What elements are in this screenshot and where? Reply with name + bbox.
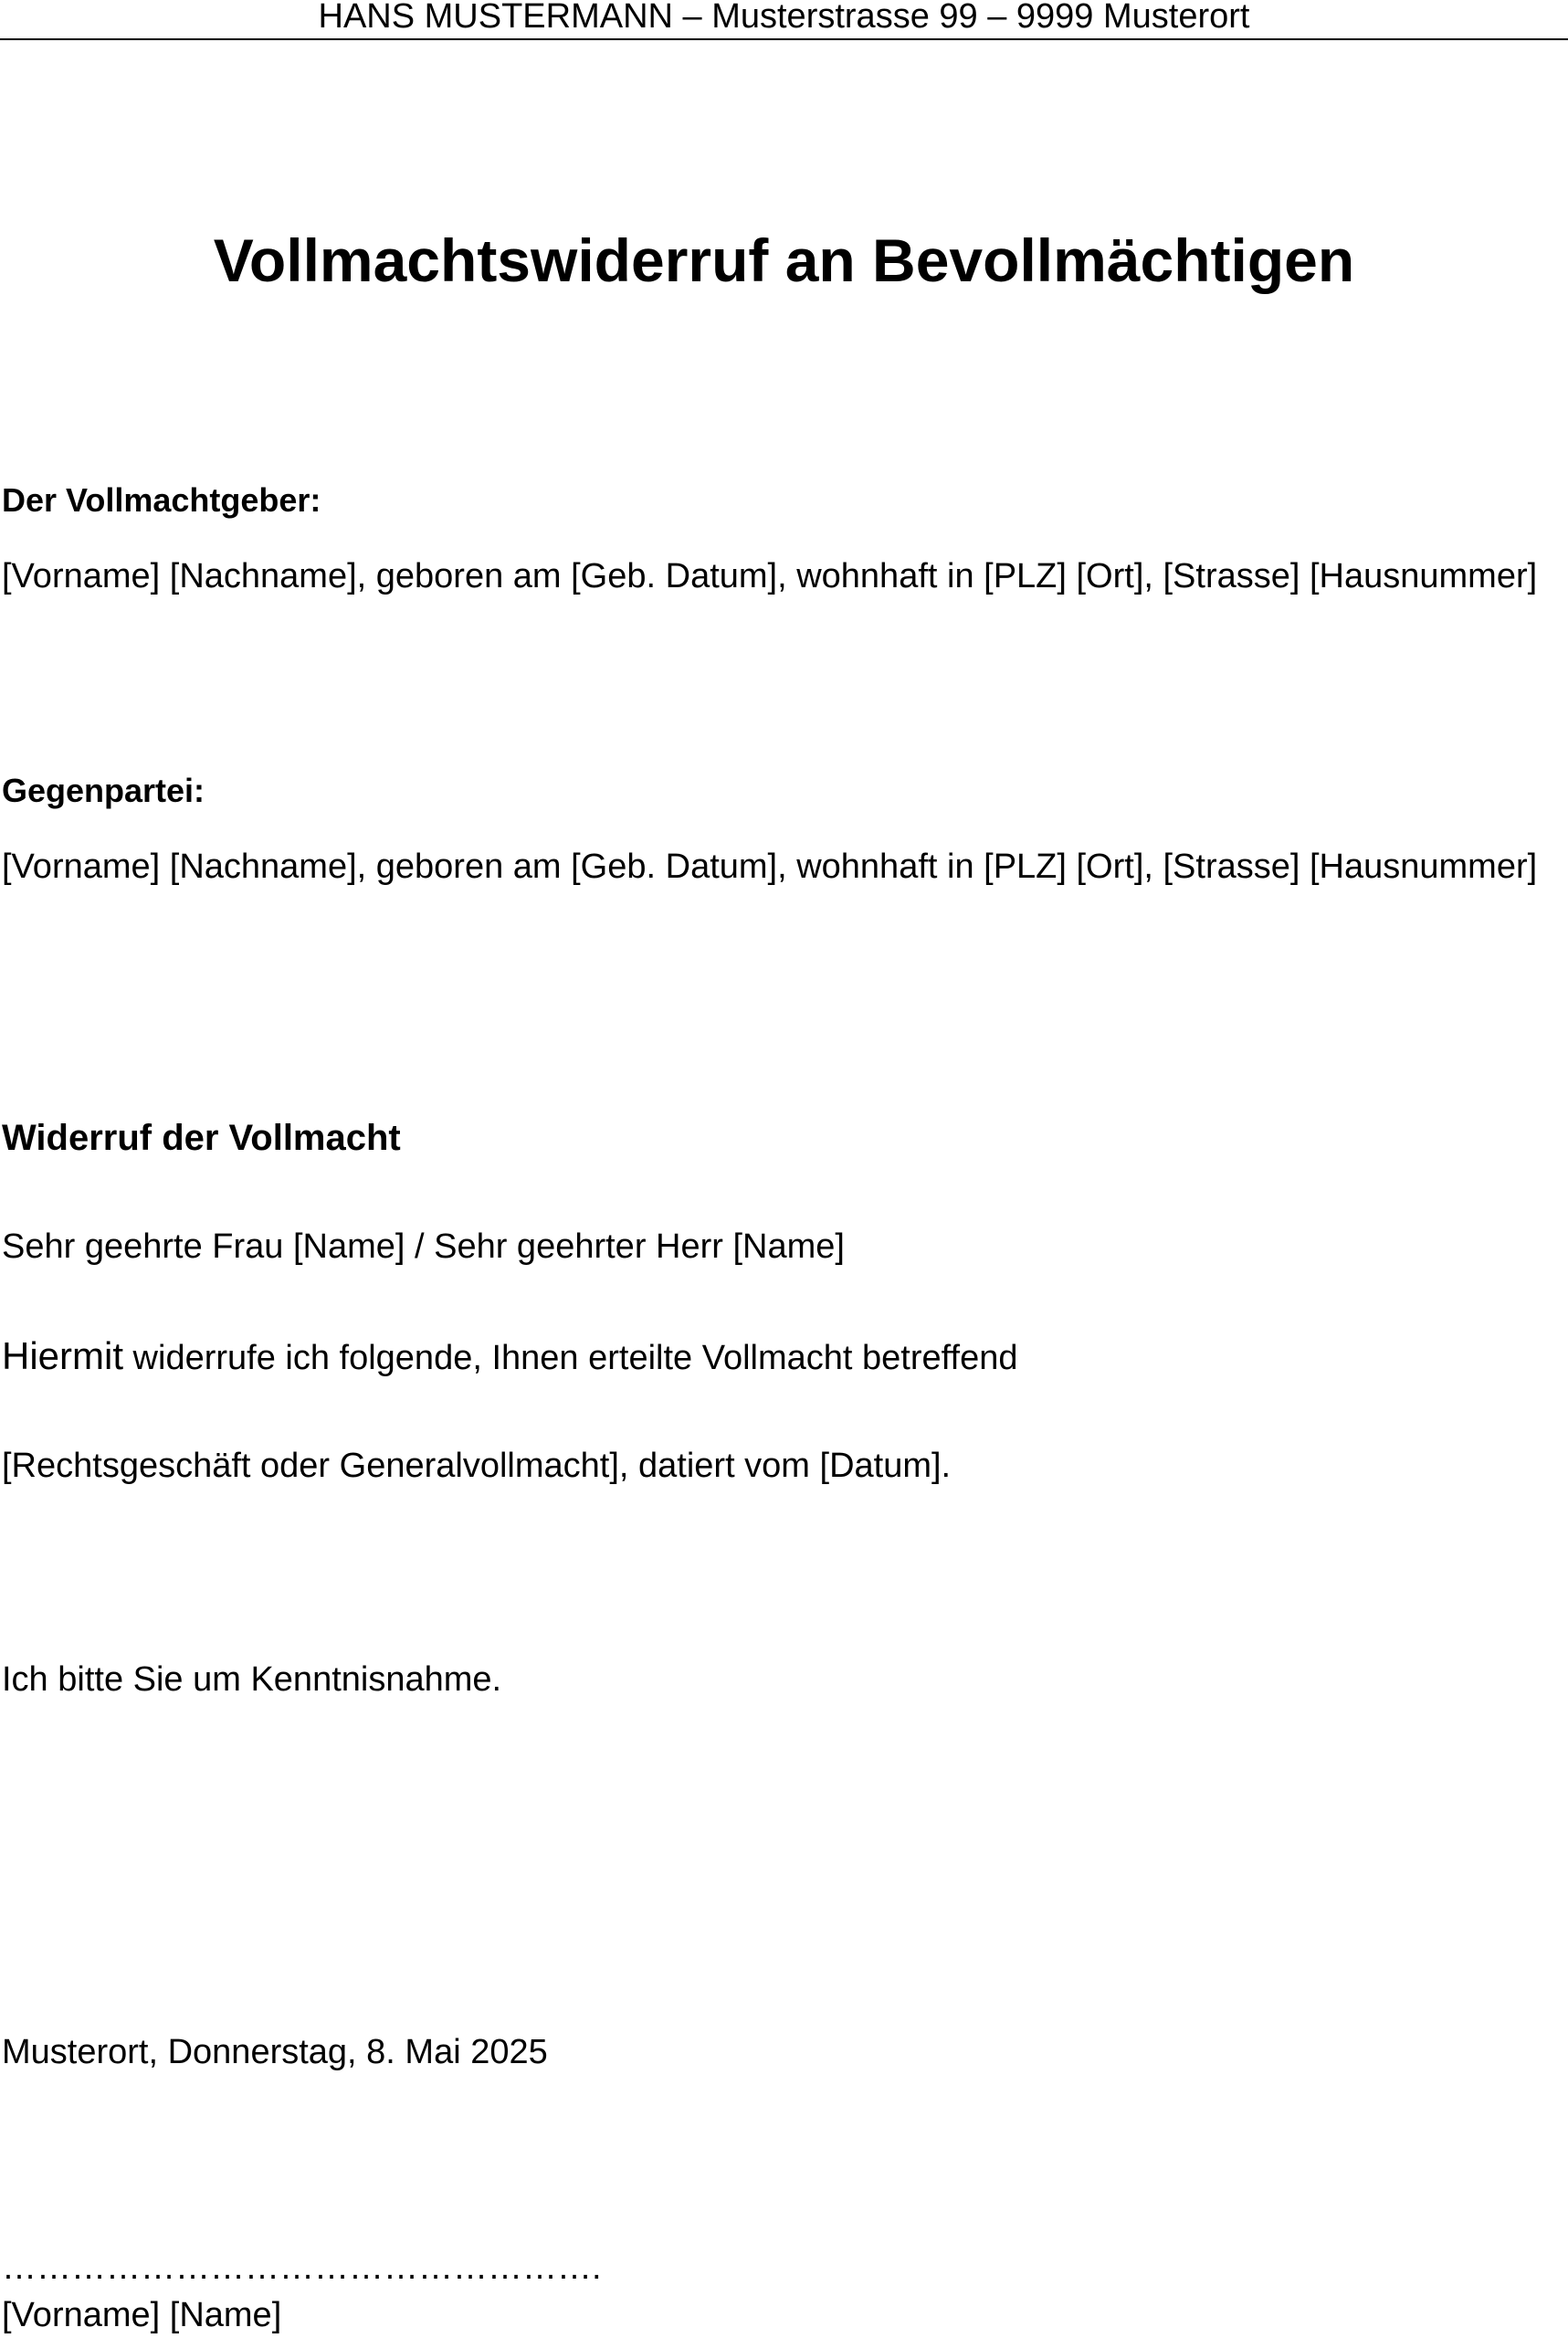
letterhead: HANS MUSTERMANN – Musterstrasse 99 – 9999 Musterort — [0, 0, 1568, 40]
revocation-heading: Widerruf der Vollmacht — [2, 1118, 401, 1158]
counterparty-details: [Vorname] [Nachname], geboren am [Geb. Datum], wohnhaft in [PLZ] [Ort], [Strasse] [Hausnummer] — [2, 848, 1538, 886]
revocation-body-lead: Hiermit — [2, 1334, 123, 1377]
closing-text: Ich bitte Sie um Kenntnisnahme. — [2, 1660, 502, 1699]
document-title: Vollmachtswiderruf an Bevollmächtigen — [213, 226, 1355, 294]
revocation-body-line-1 — [2, 1333, 1017, 1381]
grantor-details: [Vorname] [Nachname], geboren am [Geb. Datum], wohnhaft in [PLZ] [Ort], [Strasse] [Hausnummer] — [2, 557, 1538, 595]
place-date: Musterort, Donnerstag, 8. Mai 2025 — [2, 2033, 548, 2071]
counterparty-label: Gegenpartei: — [2, 772, 205, 809]
revocation-body-line-2: [Rechtsgeschäft oder Generalvollmacht], datiert vom [Datum]. — [2, 1447, 952, 1485]
revocation-body-rest: widerrufe ich folgende, Ihnen erteilte Vollmacht betreffend — [123, 1339, 1018, 1377]
signature-line: ……………………………………………. — [2, 2248, 602, 2287]
salutation: Sehr geehrte Frau [Name] / Sehr geehrter Herr [Name] — [2, 1227, 845, 1266]
signature-name: [Vorname] [Name] — [2, 2296, 282, 2334]
grantor-label: Der Vollmachtgeber: — [2, 481, 321, 519]
